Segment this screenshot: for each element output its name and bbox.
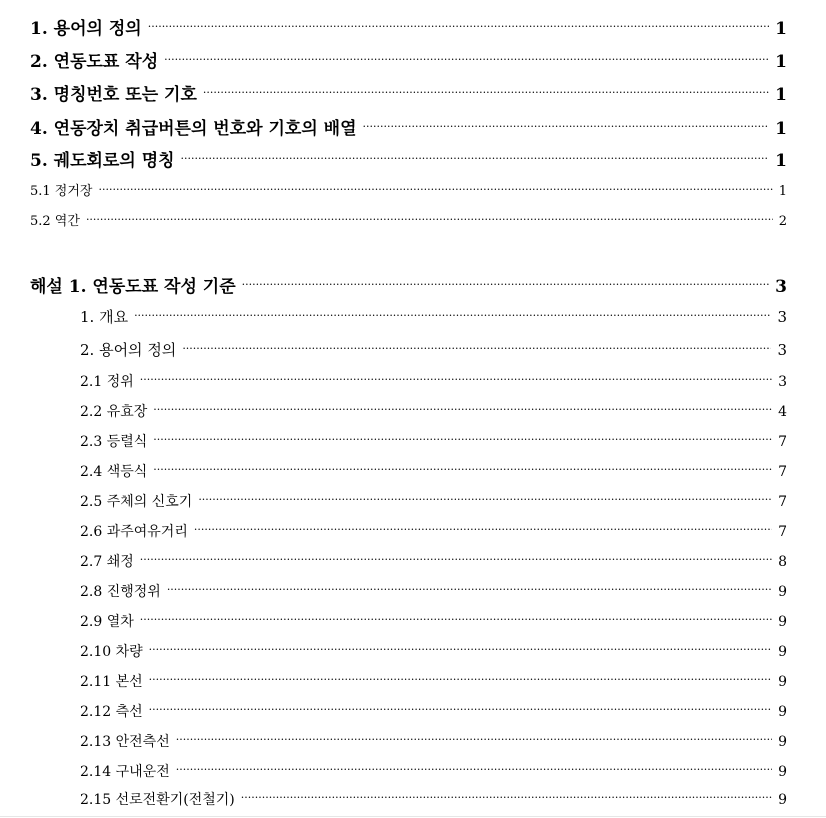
- toc-entry-label: 2.10 차량: [80, 644, 143, 660]
- dot-leader: [164, 53, 769, 66]
- toc-entry-page: 7: [778, 464, 787, 480]
- toc-entry-label: 2.5 주체의 신호기: [80, 494, 193, 510]
- toc-entry-label: 2.14 구내운전: [80, 764, 170, 780]
- toc-subentry[interactable]: [80, 461, 787, 481]
- dot-leader: [149, 703, 772, 716]
- dot-leader: [153, 403, 772, 416]
- toc-entry-page: 9: [778, 614, 787, 630]
- toc-subentry[interactable]: [80, 671, 787, 691]
- toc-entry-label: 2.1 정위: [80, 374, 134, 390]
- toc-subentry[interactable]: [80, 789, 787, 809]
- dot-leader: [153, 463, 772, 476]
- toc-entry-label: 2.6 과주여유거리: [80, 524, 188, 540]
- toc-subentry[interactable]: [80, 731, 787, 751]
- toc-entry-page: 1: [775, 85, 787, 105]
- toc-entry-label: 2.9 열차: [80, 614, 134, 630]
- page-divider: [0, 816, 826, 817]
- toc-entry-label: 2.12 측선: [80, 704, 143, 720]
- dot-leader: [134, 309, 771, 322]
- toc-entry-label: 2.8 진행정위: [80, 584, 161, 600]
- toc-entry-label: 5.2 역간: [30, 214, 80, 229]
- toc-entry-label: 5. 궤도회로의 명칭: [30, 151, 175, 171]
- toc-entry-page: 1: [775, 19, 787, 39]
- toc-entry-page: 3: [777, 341, 787, 359]
- toc-entry-page: 9: [778, 764, 787, 780]
- toc-entry-label: 2.13 안전측선: [80, 734, 170, 750]
- toc-entry[interactable]: [30, 80, 787, 105]
- dot-leader: [176, 733, 772, 746]
- toc-entry[interactable]: [80, 306, 787, 327]
- toc-entry-page: 9: [778, 674, 787, 690]
- toc-entry-page: 9: [778, 584, 787, 600]
- toc-entry-label: 2.7 쇄정: [80, 554, 134, 570]
- toc-entry-page: 4: [778, 404, 787, 420]
- dot-leader: [149, 643, 772, 656]
- dot-leader: [182, 342, 771, 355]
- dot-leader: [140, 373, 772, 386]
- toc-entry-label: 2. 연동도표 작성: [30, 52, 159, 72]
- dot-leader: [176, 763, 772, 776]
- toc-entry-label: 2.15 선로전환기(전철기): [80, 792, 235, 808]
- toc-subentry[interactable]: [80, 581, 787, 601]
- dot-leader: [153, 433, 772, 446]
- toc-entry-page: 7: [778, 434, 787, 450]
- toc-entry-label: 4. 연동장치 취급버튼의 번호와 기호의 배열: [30, 119, 357, 139]
- toc-subentry[interactable]: [80, 491, 787, 511]
- toc-entry-page: 9: [778, 644, 787, 660]
- toc-entry[interactable]: [80, 339, 787, 360]
- dot-leader: [198, 493, 772, 506]
- dot-leader: [98, 183, 772, 196]
- toc-entry-label: 2.4 색등식: [80, 464, 148, 480]
- toc-entry-label: 해설 1. 연동도표 작성 기준: [30, 277, 236, 297]
- toc-subentry[interactable]: [80, 521, 787, 541]
- toc-subentry[interactable]: [80, 431, 787, 451]
- dot-leader: [86, 213, 773, 226]
- toc-subentry[interactable]: [30, 180, 787, 199]
- toc-subentry[interactable]: [30, 210, 787, 229]
- toc-entry-page: 3: [778, 374, 787, 390]
- dot-leader: [140, 613, 772, 626]
- dot-leader: [140, 553, 772, 566]
- toc-entry[interactable]: [30, 47, 787, 72]
- toc-entry-page: 7: [778, 524, 787, 540]
- toc-subentry[interactable]: [80, 641, 787, 661]
- dot-leader: [181, 152, 770, 165]
- toc-entry-page: 3: [775, 277, 787, 297]
- toc-entry-page: 9: [778, 734, 787, 750]
- toc-entry-page: 9: [778, 792, 787, 808]
- toc-entry-label: 1. 용어의 정의: [30, 19, 142, 39]
- toc-entry-label: 2.2 유효장: [80, 404, 148, 420]
- toc-subentry[interactable]: [80, 551, 787, 571]
- dot-leader: [363, 120, 770, 133]
- dot-leader: [167, 583, 772, 596]
- dot-leader: [148, 20, 769, 33]
- toc-subentry[interactable]: [80, 701, 787, 721]
- dot-leader: [242, 278, 770, 291]
- toc-subentry[interactable]: [80, 611, 787, 631]
- toc-entry-page: 1: [775, 119, 787, 139]
- toc-subentry[interactable]: [80, 401, 787, 421]
- toc-entry[interactable]: [30, 14, 787, 39]
- dot-leader: [203, 86, 769, 99]
- dot-leader: [241, 791, 772, 804]
- toc-entry-label: 1. 개요: [80, 308, 129, 326]
- toc-entry[interactable]: [30, 146, 787, 171]
- toc-entry-label: 2.11 본선: [80, 674, 143, 690]
- toc-entry-label: 3. 명칭번호 또는 기호: [30, 85, 197, 105]
- toc-subentry[interactable]: [80, 761, 787, 781]
- commentary-heading-entry[interactable]: [30, 272, 787, 297]
- toc-entry-page: 2: [778, 214, 787, 229]
- toc-entry-page: 1: [775, 151, 787, 171]
- dot-leader: [149, 673, 772, 686]
- toc-entry-page: 1: [775, 52, 787, 72]
- toc-entry-label: 5.1 정거장: [30, 184, 93, 199]
- toc-entry-page: 1: [778, 184, 787, 199]
- toc-entry-page: 3: [777, 308, 787, 326]
- toc-entry[interactable]: [30, 114, 787, 139]
- toc-entry-page: 8: [778, 554, 787, 570]
- dot-leader: [194, 523, 772, 536]
- toc-entry-page: 9: [778, 704, 787, 720]
- toc-entry-label: 2.3 등렬식: [80, 434, 148, 450]
- toc-entry-label: 2. 용어의 정의: [80, 341, 177, 359]
- toc-subentry[interactable]: [80, 371, 787, 391]
- toc-entry-page: 7: [778, 494, 787, 510]
